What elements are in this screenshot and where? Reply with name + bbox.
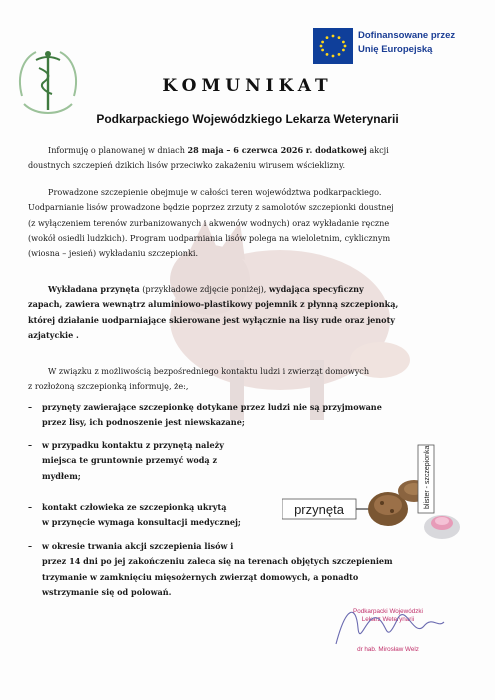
intro-dates: 28 maja – 6 czerwca 2026 r. dodatkowej [187, 145, 367, 155]
bullet-1-line1: przynęty zawierające szczepionkę dotykane przez ludzi nie są przyjmowane [42, 402, 382, 412]
intro-text-c: akcji [366, 145, 389, 155]
bait-line2: zapach, zawiera wewnątrz aluminiowo-plastikowy pojemnik z płynną szczepionką, [28, 299, 399, 310]
eu-funding-line1: Dofinansowane przez [358, 30, 456, 41]
bullet-dash: – [28, 440, 33, 450]
signature-line2: Lekarz Weterynarii [361, 616, 415, 623]
bullet-dash: – [28, 541, 33, 551]
paragraph-contact [28, 364, 462, 395]
scope-line3: (z wyłączeniem terenów zurbanizowanych i akwenów wodnych) oraz wykładanie ręczne [28, 217, 390, 228]
bait-line4: azjatyckie . [28, 329, 79, 340]
page-title: KOMUNIKAT [162, 76, 333, 96]
bait-line3: której działanie uodparniające skierowane jest wyłącznie na lisy rude oraz jenoty [28, 314, 396, 325]
bait-text-b: (przykładowe zdjęcie poniżej), [139, 284, 269, 294]
intro-text-a: Informuję o planowanej w dniach [48, 145, 188, 155]
page-subtitle: Podkarpackiego Wojewódzkiego Lekarza Weterynarii [96, 112, 399, 126]
bullet-1-line2: przez lisy, ich podnoszenie jest niewskazane; [42, 417, 245, 428]
intro-line2: doustnych szczepień dzikich lisów przeciwko zakażeniu wirusem wścieklizny. [28, 160, 346, 171]
blister-label: blister - szczepionka [424, 445, 431, 509]
bullet-dash: – [28, 502, 33, 512]
bait-text-c: wydająca specyficzny [268, 284, 364, 294]
bullet-3-line1: kontakt człowieka ze szczepionką ukrytą [42, 502, 227, 512]
eu-funding-block [313, 28, 483, 64]
eu-flag-icon [313, 28, 353, 64]
bait-text-a: Wykładana przynęta [48, 284, 140, 294]
scope-line1: Prowadzone szczepienie obejmuje w całości teren województwa podkarpackiego. [48, 187, 382, 197]
contact-line2: z rozłożoną szczepionką informuję, że:, [28, 381, 189, 392]
signature-line3: dr hab. Mirosław Welz [357, 646, 419, 653]
bullet-4-line1: w okresie trwania akcji szczepienia lisów i [42, 541, 234, 551]
bullet-4-line3: trzymanie w zamknięciu mięsożernych zwierząt domowych, a ponadto [42, 571, 359, 582]
scope-line2: Uodparnianie lisów prowadzone będzie poprzez zrzuty z samolotów szczepionki doustnej [28, 202, 394, 213]
scope-line5: (wiosna – jesień) wykładaniu szczepionki. [28, 248, 199, 259]
paragraph-bait [28, 282, 462, 343]
bait-label: przynęta [294, 502, 344, 517]
paragraph-intro [28, 143, 462, 174]
eu-funding-text [358, 29, 455, 57]
bullet-2-line3: mydłem; [42, 470, 81, 481]
eu-funding-line2: Unię Europejską [358, 44, 433, 55]
contact-line1: W związku z możliwością bezpośredniego kontaktu ludzi i zwierząt domowych [48, 366, 370, 376]
signature-stamp [318, 596, 458, 666]
bullet-4-line4: wstrzymanie się od polowań. [42, 586, 172, 597]
bullet-2-line1: w przypadku kontaktu z przynętą należy [42, 440, 224, 450]
handwritten-signature-image [328, 598, 448, 658]
bullet-dash: – [28, 402, 33, 412]
paragraph-scope [28, 185, 462, 261]
scope-line4: (wokół osiedli ludzkich). Program uodparniania lisów polega na wieloletnim, cyklicznym [28, 232, 391, 243]
signature-line1: Podkarpacki Wojewódzki [353, 608, 423, 615]
bullet-3-line2: w przynęcie wymaga konsultacji medycznej; [42, 517, 241, 528]
bullet-4-line2: przez 14 dni po jej zakończeniu zaleca się na terenach objętych szczepieniem [42, 556, 393, 567]
bullet-2-line2: miejsca te gruntownie przemyć wodą z [42, 455, 218, 466]
bait-photo [282, 443, 472, 573]
